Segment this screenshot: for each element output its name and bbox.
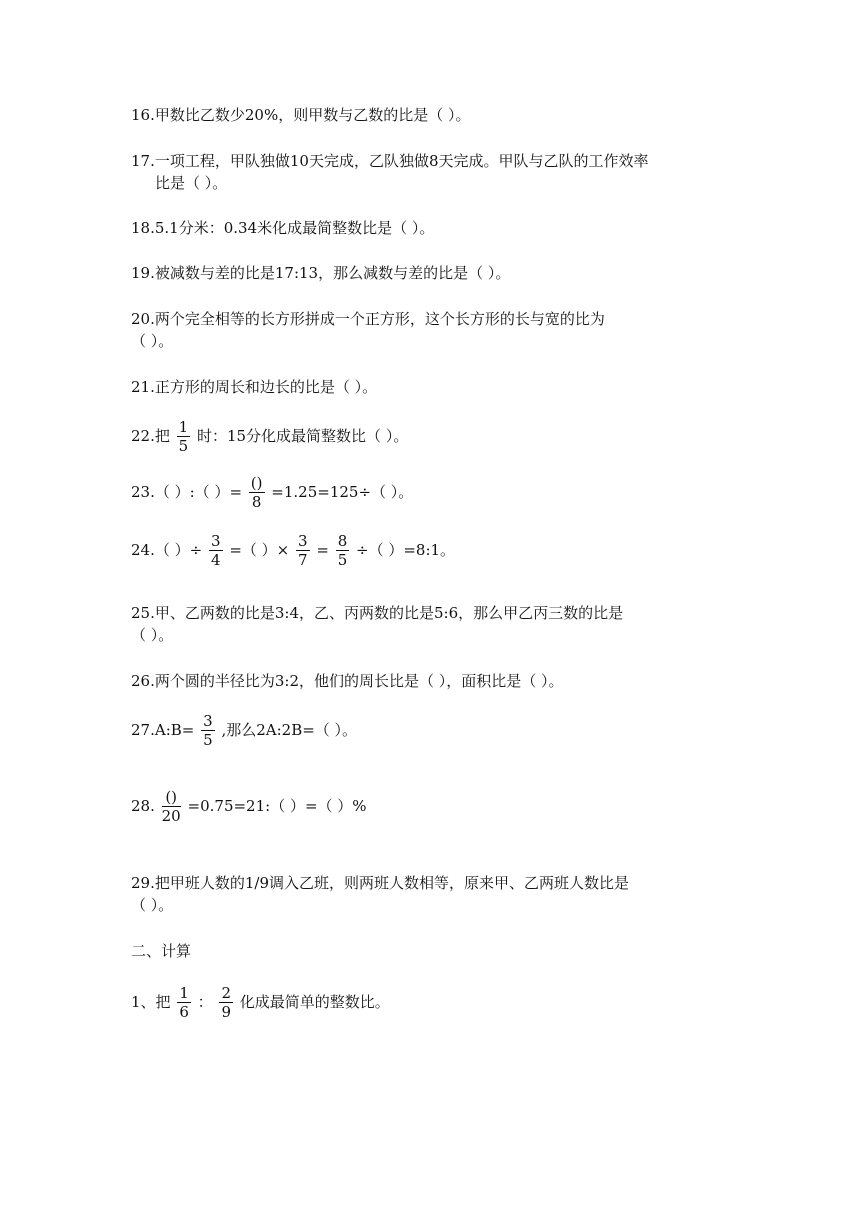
fraction-numerator: 1 <box>179 984 189 1002</box>
calc-question-1 <box>131 986 390 1020</box>
fraction-numerator: 3 <box>210 532 221 550</box>
question-24-middle-2: = <box>316 541 329 559</box>
question-29-line2: （ ）。 <box>131 896 174 914</box>
calc-1-fraction-1 <box>177 986 191 1020</box>
question-24-fraction-1 <box>209 534 223 568</box>
question-26-text: 26.两个圆的半径比为3:2，他们的周长比是（ ），面积比是（ ）。 <box>131 672 564 690</box>
question-22-fraction <box>177 420 191 454</box>
question-21-text: 21.正方形的周长和边长的比是（ ）。 <box>131 378 378 396</box>
question-23-prefix: 23.（ ）:（ ）= <box>131 483 243 501</box>
question-28 <box>131 790 367 824</box>
question-25 <box>131 602 623 646</box>
question-27 <box>131 714 357 748</box>
question-19 <box>131 262 510 284</box>
question-27-prefix: 27.A:B= <box>131 721 195 739</box>
question-22 <box>131 420 408 454</box>
calc-1-fraction-2 <box>219 986 233 1020</box>
fraction-denominator: 6 <box>179 1003 189 1021</box>
question-20-line1: 20.两个完全相等的长方形拼成一个正方形，这个长方形的长与宽的比为 <box>131 310 605 328</box>
question-28-suffix: =0.75=21:（ ）=（ ）% <box>187 797 367 815</box>
fraction-numerator: 3 <box>298 532 308 550</box>
fraction-denominator: 20 <box>161 807 181 825</box>
fraction-denominator: 8 <box>251 493 262 511</box>
question-23-suffix: =1.25=125÷（ ）。 <box>271 483 414 501</box>
fraction-denominator: 5 <box>337 551 348 569</box>
fraction-denominator: 7 <box>298 551 308 569</box>
question-16-text: 16.甲数比乙数少20%，则甲数与乙数的比是（ ）。 <box>131 106 471 124</box>
question-22-suffix: 时：15分化成最简整数比（ ）。 <box>196 427 409 445</box>
question-28-prefix: 28. <box>131 797 155 815</box>
question-24-fraction-2 <box>296 534 310 568</box>
question-26 <box>131 670 564 692</box>
question-23 <box>131 476 413 510</box>
fraction-numerator: 3 <box>203 712 213 730</box>
calc-1-suffix: 化成最简单的整数比。 <box>239 993 390 1011</box>
question-29-line1: 29.把甲班人数的1/9调入乙班，则两班人数相等，原来甲、乙两班人数比是 <box>131 874 629 892</box>
question-20-line2: （ ）。 <box>131 332 174 350</box>
question-25-line1: 25.甲、乙两数的比是3:4，乙、丙两数的比是5:6，那么甲乙丙三数的比是 <box>131 604 624 622</box>
question-17-line2: 比是（ ）。 <box>155 174 228 192</box>
fraction-denominator: 9 <box>221 1003 231 1021</box>
question-19-text: 19.被减数与差的比是17:13，那么减数与差的比是（ ）。 <box>131 264 511 282</box>
question-24-fraction-3 <box>336 534 350 568</box>
fraction-numerator: 8 <box>337 532 348 550</box>
fraction-denominator: 5 <box>203 731 213 749</box>
question-27-suffix: ,那么2A:2B=（ ）。 <box>221 721 358 739</box>
question-18-text: 18.5.1分米：0.34米化成最简整数比是（ ）。 <box>131 219 435 237</box>
fraction-numerator: () <box>162 790 181 807</box>
question-28-fraction <box>162 790 181 824</box>
section-title: 二、计算 <box>131 942 192 960</box>
question-24-prefix: 24.（ ）÷ <box>131 541 203 559</box>
question-18 <box>131 217 434 239</box>
question-17 <box>131 150 649 194</box>
question-21 <box>131 376 377 398</box>
fraction-numerator: () <box>250 474 263 492</box>
fraction-denominator: 4 <box>210 551 221 569</box>
question-29 <box>131 872 629 916</box>
fraction-numerator: 2 <box>221 984 231 1002</box>
question-17-line1: 17.一项工程，甲队独做10天完成，乙队独做8天完成。甲队与乙队的工作效率 <box>131 152 649 170</box>
fraction-numerator: 1 <box>178 418 189 436</box>
question-27-fraction <box>201 714 215 748</box>
question-24-suffix: ÷（ ）=8:1。 <box>356 541 456 559</box>
question-20 <box>131 308 605 352</box>
question-22-prefix: 22.把 <box>131 427 170 445</box>
question-23-fraction <box>249 476 265 510</box>
calc-1-prefix: 1、把 <box>131 993 171 1011</box>
fraction-denominator: 5 <box>178 437 189 455</box>
calc-1-middle: ： <box>197 993 213 1011</box>
question-24 <box>131 534 455 568</box>
question-25-line2: （ ）。 <box>131 626 174 644</box>
question-16 <box>131 104 470 126</box>
question-24-middle-1: =（ ）× <box>229 541 290 559</box>
